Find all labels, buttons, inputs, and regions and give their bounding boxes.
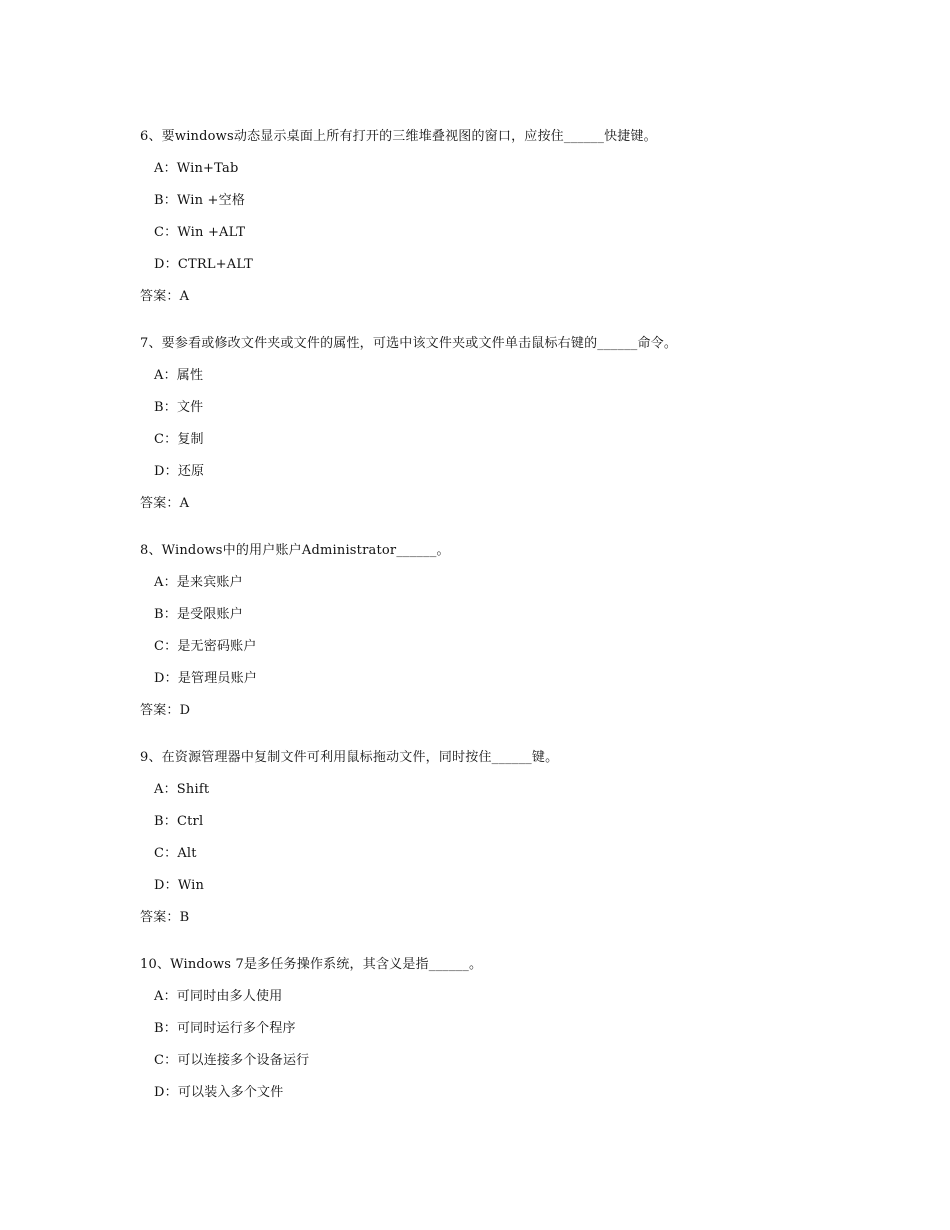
option-d: D：Win — [154, 878, 205, 893]
option-b: B：可同时运行多个程序 — [154, 1021, 296, 1036]
option-a: A：是来宾账户 — [154, 575, 243, 590]
option-d: D：CTRL+ALT — [154, 257, 253, 272]
question-text: 10、Windows 7是多任务操作系统，其含义是指______。 — [140, 957, 483, 972]
answer-line: 答案：D — [140, 703, 191, 718]
question-text: 7、要参看或修改文件夹或文件的属性，可选中该文件夹或文件单击鼠标右键的______命令。 — [140, 336, 678, 351]
option-b: B：是受限账户 — [154, 607, 243, 622]
option-c: C：是无密码账户 — [154, 639, 257, 654]
option-d: D：还原 — [154, 464, 205, 479]
option-a: A：属性 — [154, 368, 204, 383]
question-6 — [140, 126, 840, 308]
question-text: 8、Windows中的用户账户Administrator______。 — [140, 543, 450, 558]
question-text: 6、要windows动态显示桌面上所有打开的三维堆叠视图的窗口，应按住______快捷键。 — [140, 129, 657, 144]
option-b: B：文件 — [154, 400, 204, 415]
question-list — [140, 126, 840, 1114]
question-9 — [140, 747, 840, 929]
option-b: B：Win +空格 — [154, 193, 246, 208]
answer-line: 答案：B — [140, 910, 190, 925]
option-a: A：Win+Tab — [154, 161, 239, 176]
option-b: B：Ctrl — [154, 814, 204, 829]
question-7 — [140, 333, 840, 515]
option-c: C：Alt — [154, 846, 197, 861]
question-10 — [140, 954, 840, 1104]
question-text: 9、在资源管理器中复制文件可利用鼠标拖动文件，同时按住______键。 — [140, 750, 559, 765]
answer-line: 答案：A — [140, 496, 190, 511]
option-c: C：可以连接多个设备运行 — [154, 1053, 310, 1068]
answer-line: 答案：A — [140, 289, 190, 304]
question-8 — [140, 540, 840, 722]
option-d: D：是管理员账户 — [154, 671, 258, 686]
option-a: A：可同时由多人使用 — [154, 989, 283, 1004]
option-c: C：Win +ALT — [154, 225, 246, 240]
option-d: D：可以装入多个文件 — [154, 1085, 284, 1100]
option-c: C：复制 — [154, 432, 204, 447]
option-a: A：Shift — [154, 782, 210, 797]
